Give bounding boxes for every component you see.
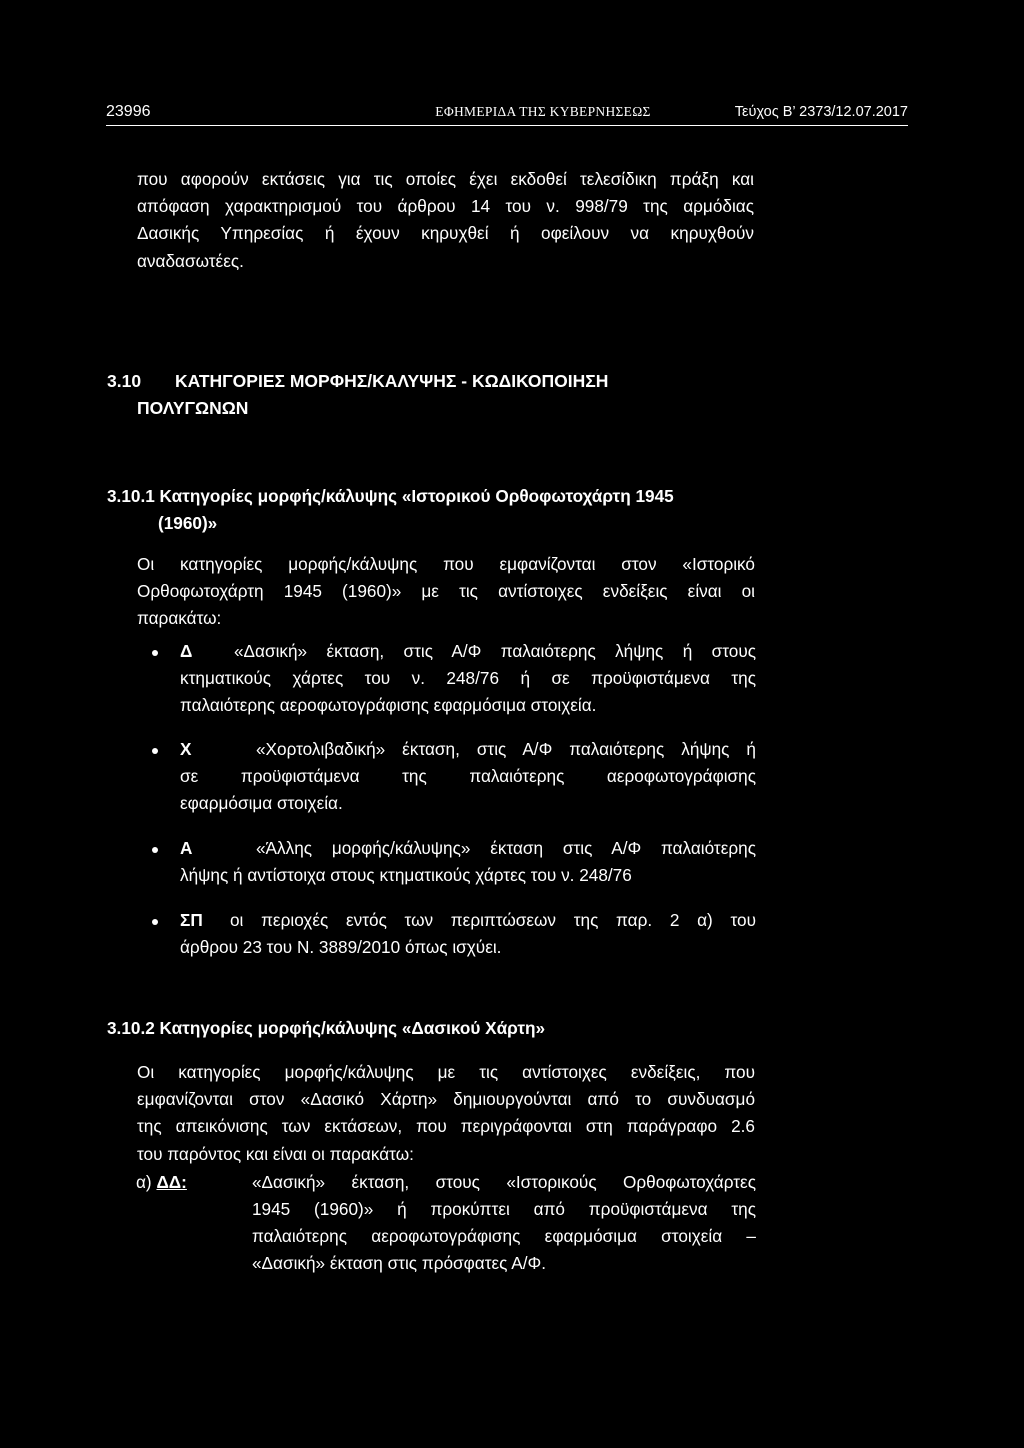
list-item bbox=[152, 835, 756, 891]
item-text-line: «Δασική» έκταση στις πρόσφατες Α/Φ. bbox=[252, 1253, 547, 1273]
list-item bbox=[152, 907, 756, 963]
bullet-icon bbox=[152, 847, 158, 853]
paragraph-line: Ορθοφωτοχάρτη 1945 (1960)» με τις αντίστοιχες ενδείξεις είναι οι bbox=[137, 581, 755, 602]
list-item-first-row bbox=[180, 736, 756, 763]
list-item-text: «Άλλης μορφής/κάλυψης» έκταση στις Α/Φ παλαιότερης bbox=[256, 838, 756, 858]
subsection-heading bbox=[107, 482, 674, 510]
bullet-icon bbox=[152, 748, 158, 754]
list-item-body bbox=[180, 736, 756, 818]
item-text-line: παλαιότερης αεροφωτογράφισης εφαρμόσιμα στοιχεία – bbox=[252, 1226, 756, 1246]
subsection-heading-cont bbox=[158, 509, 217, 537]
list-item-body bbox=[180, 638, 756, 720]
subsection-title-line: 3.10.1 Κατηγορίες μορφής/κάλυψης «Ιστορικού Ορθοφωτοχάρτη 1945 bbox=[107, 486, 674, 506]
journal-title: ΕΦΗΜΕΡΙΔΑ ΤΗΣ ΚΥΒΕΡΝΗΣΕΩΣ bbox=[435, 104, 651, 119]
paragraph-line: εμφανίζονται στον «Δασικό Χάρτη» δημιουργούνται από το συνδυασμό bbox=[137, 1089, 755, 1110]
paragraph-line: αναδασωτέες. bbox=[137, 250, 244, 271]
category-code: Α bbox=[180, 838, 193, 858]
paragraph-line: της απεικόνισης των εκτάσεων, που περιγράφονται στη παράγραφο 2.6 bbox=[137, 1116, 755, 1137]
category-code: ΣΠ bbox=[180, 910, 203, 930]
list-item-text: άρθρου 23 του Ν. 3889/2010 όπως ισχύει. bbox=[180, 937, 502, 958]
list-item-text: «Δασική» έκταση, στις Α/Φ παλαιότερης λήψης ή στους bbox=[234, 641, 756, 661]
list-item bbox=[152, 638, 756, 720]
bullet-icon bbox=[152, 650, 158, 656]
paragraph-line: που αφορούν εκτάσεις για τις οποίες έχει εκδοθεί τελεσίδικη πράξη και bbox=[137, 169, 754, 189]
paragraph-line: του παρόντος και είναι οι παρακάτω: bbox=[137, 1143, 414, 1164]
section-title-line: ΚΑΤΗΓΟΡΙΕΣ ΜΟΡΦΗΣ/ΚΑΛΥΨΗΣ - ΚΩΔΙΚΟΠΟΙΗΣΗ bbox=[175, 371, 609, 391]
list-item-first-row bbox=[180, 835, 756, 862]
section-heading bbox=[107, 368, 608, 395]
paragraph-line: Οι κατηγορίες μορφής/κάλυψης που εμφανίζονται στον «Ιστορικό bbox=[137, 554, 755, 574]
list-item-body bbox=[180, 835, 756, 889]
bullet-icon bbox=[152, 919, 158, 925]
subsection-title-line: 3.10.2 Κατηγορίες μορφής/κάλυψης «Δασικού Χάρτη» bbox=[107, 1018, 546, 1038]
list-item-text: κτηματικούς χάρτες του ν. 248/76 ή σε προϋφιστάμενα της bbox=[180, 668, 756, 689]
category-code: Δ bbox=[180, 641, 193, 661]
item-text-line: 1945 (1960)» ή προκύπτει από προϋφιστάμενα της bbox=[252, 1199, 756, 1219]
page-number: 23996 bbox=[106, 103, 151, 120]
paragraph-line: παρακάτω: bbox=[137, 608, 222, 629]
section-number: 3.10 bbox=[107, 371, 142, 391]
list-item-first-row bbox=[180, 638, 756, 665]
list-item-first-row bbox=[180, 907, 756, 934]
item-text bbox=[252, 1169, 756, 1277]
subsection-paragraph bbox=[137, 1059, 755, 1168]
list-item-text: λήψης ή αντίστοιχα στους κτηματικούς χάρτες του ν. 248/76 bbox=[180, 865, 632, 886]
list-item bbox=[152, 736, 756, 818]
item-text-line: «Δασική» έκταση, στους «Ιστορικούς Ορθοφωτοχάρτες bbox=[252, 1172, 756, 1192]
list-item-text: «Χορτολιβαδική» έκταση, στις Α/Φ παλαιότερης λήψης ή bbox=[256, 739, 756, 759]
subsection-heading bbox=[107, 1014, 545, 1042]
category-code: ΔΔ: bbox=[156, 1172, 187, 1192]
subsection-paragraph bbox=[137, 551, 755, 633]
issue-info: Τεύχος Β’ 2373/12.07.2017 bbox=[734, 104, 908, 120]
page-header bbox=[106, 101, 908, 126]
section-heading-cont bbox=[137, 395, 248, 422]
item-letter: α) bbox=[136, 1172, 152, 1192]
section-title-line: ΠΟΛΥΓΩΝΩΝ bbox=[137, 398, 249, 418]
intro-paragraph bbox=[137, 166, 754, 275]
paragraph-line: Οι κατηγορίες μορφής/κάλυψης με τις αντίστοιχες ενδείξεις, που bbox=[137, 1062, 755, 1082]
list-item-text: εφαρμόσιμα στοιχεία. bbox=[180, 793, 343, 814]
list-item-text: παλαιότερης αεροφωτογράφισης εφαρμόσιμα στοιχεία. bbox=[180, 695, 597, 716]
item-label bbox=[136, 1169, 187, 1196]
paragraph-line: Δασικής Υπηρεσίας ή έχουν κηρυχθεί ή οφείλουν να κηρυχθούν bbox=[137, 223, 754, 244]
list-item-text: σε προϋφιστάμενα της παλαιότερης αεροφωτογράφισης bbox=[180, 766, 756, 787]
list-item-body bbox=[180, 907, 756, 961]
paragraph-line: απόφαση χαρακτηρισμού του άρθρου 14 του ν. 998/79 της αρμόδιας bbox=[137, 196, 754, 217]
category-code: Χ bbox=[180, 739, 192, 759]
subsection-title-line: (1960)» bbox=[158, 513, 218, 533]
list-item-text: οι περιοχές εντός των περιπτώσεων της παρ. 2 α) του bbox=[230, 910, 756, 930]
